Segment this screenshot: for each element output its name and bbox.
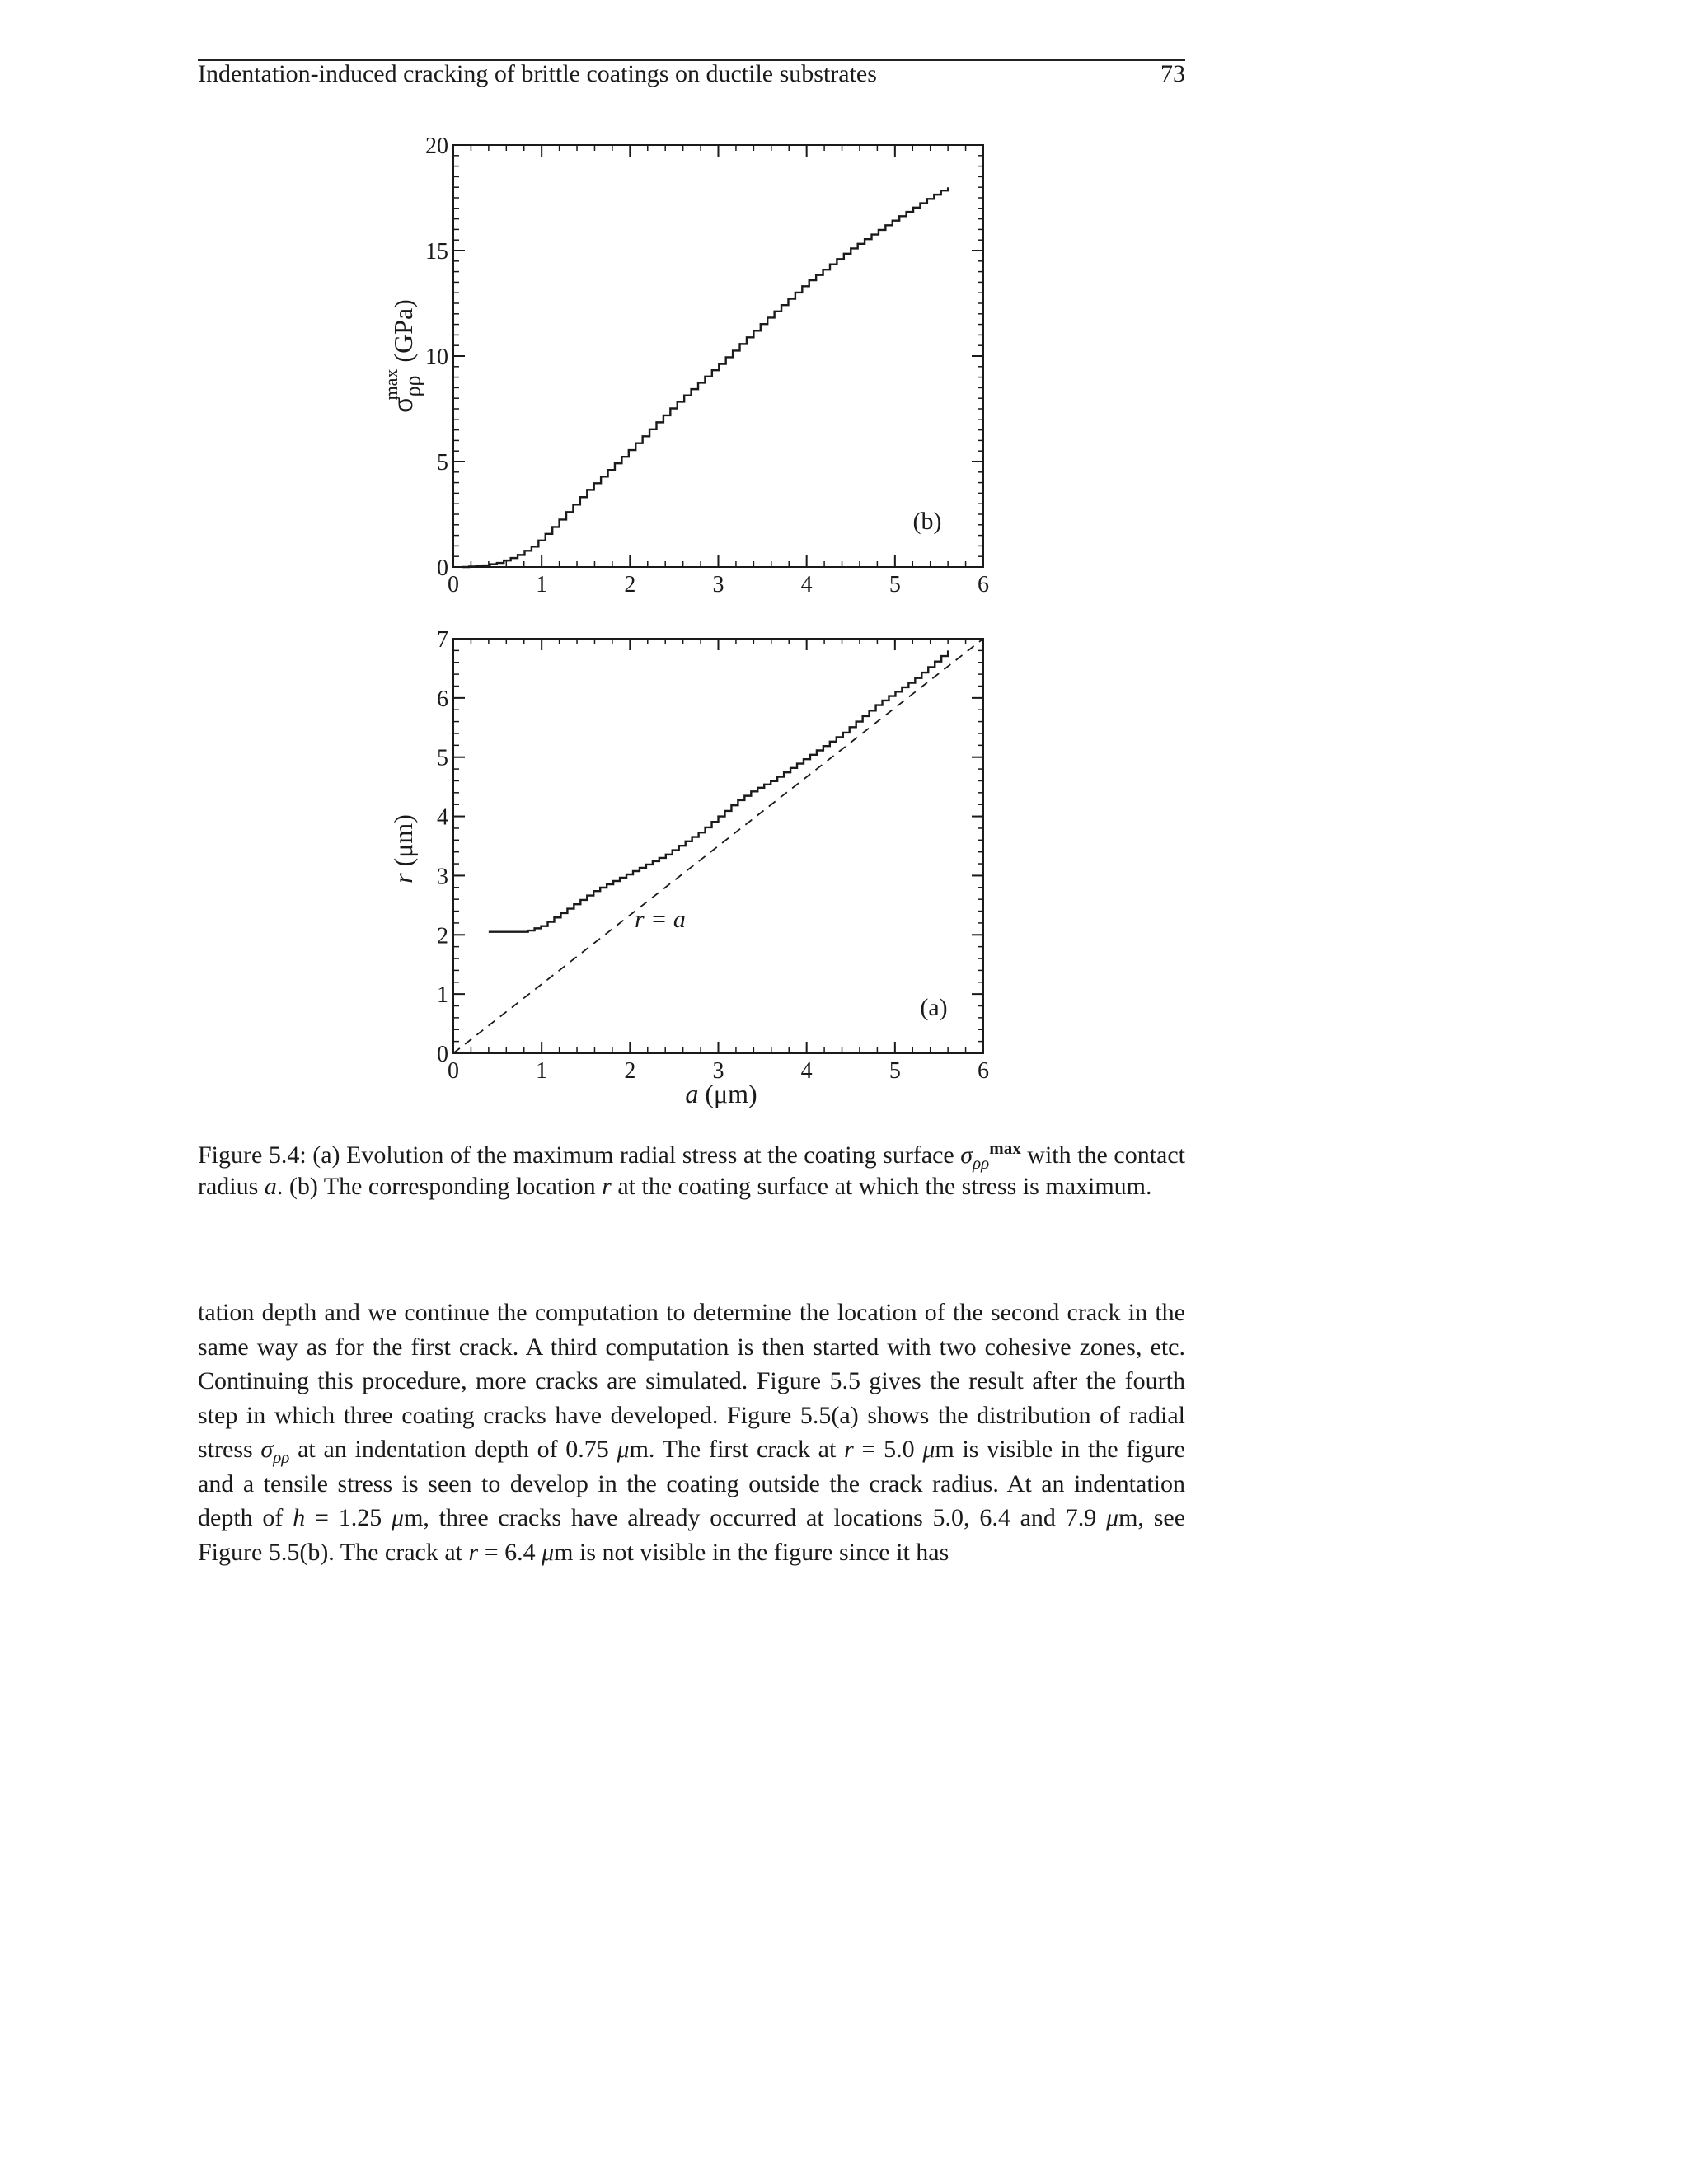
panel-label-a: (a) (920, 994, 948, 1021)
caption-text-2: with the contact radius (198, 1141, 1185, 1200)
caption-symbol-sup: max (989, 1138, 1021, 1158)
y-axis-label-b (381, 299, 424, 413)
body-text-8: m, see Figure 5.5(b). The crack at (198, 1504, 1186, 1566)
caption-var-r: r (602, 1173, 612, 1200)
x-tick-label: 4 (800, 572, 813, 598)
series-line-dashed (453, 639, 983, 1053)
y-tick-label: 6 (437, 686, 448, 712)
caption-text-4: at the coating surface at which the stress is maximum. (611, 1173, 1152, 1200)
panel-label-b: (b) (912, 508, 942, 535)
caption-var-a: a (264, 1173, 277, 1200)
y-label-a-var: r (388, 873, 418, 883)
x-tick-label: 5 (889, 572, 901, 598)
body-text-1: tation depth and we continue the computation to determine the location of the second crack in the same way as for the first crack. A third computation is then started with two cohesive zones, etc. Continuing this procedure, more cracks are simulated. Figure 5.5 gives the result after the fourth step in which three coating cracks have developed. Figure 5.5(a) shows the distribution of radial stress (198, 1299, 1185, 1463)
x-tick-label: 6 (978, 1058, 989, 1084)
body-mu-4: μ (1106, 1504, 1119, 1531)
y-label-b-symbol: σ (386, 396, 419, 413)
body-sigma: σ (260, 1436, 274, 1463)
body-text-2: at an indentation depth of 0.75 (289, 1436, 617, 1463)
y-tick-label: 3 (437, 864, 448, 890)
y-label-b-sup: max (381, 368, 401, 401)
body-mu-5: μ (542, 1538, 555, 1566)
caption-text-1: Figure 5.4: (a) Evolution of the maximum radial stress at the coating surface (198, 1141, 961, 1169)
y-tick-label: 10 (425, 344, 448, 370)
x-tick-label: 2 (624, 1058, 636, 1084)
plot-frame-b (453, 145, 983, 567)
series-b (462, 187, 948, 567)
body-text-5: m is visible in the figure and a tensile stress is seen to develop in the coating outside the crack radius. At an indentation depth of (198, 1436, 1185, 1531)
body-text-4: = 5.0 (853, 1436, 923, 1463)
y-tick-label: 0 (437, 1042, 448, 1067)
x-tick-label: 1 (536, 572, 548, 598)
ticks-b (453, 145, 983, 567)
running-title: Indentation-induced cracking of brittle coatings on ductile substrates (198, 60, 877, 87)
body-rhorho: ρρ (273, 1447, 290, 1467)
body-r-1: r (844, 1436, 854, 1463)
x-label-a-var: a (685, 1079, 699, 1108)
body-text-10: m is not visible in the figure since it has (554, 1538, 950, 1566)
y-tick-label: 20 (425, 134, 448, 159)
x-tick-label: 6 (978, 572, 989, 598)
body-mu-3: μ (392, 1504, 405, 1531)
x-tick-label: 2 (624, 572, 636, 598)
y-tick-label: 4 (437, 804, 448, 831)
y-axis-label-a (388, 814, 418, 883)
series-line-solid (462, 187, 948, 567)
body-text-6: = 1.25 (305, 1504, 392, 1531)
body-text-3: m. The first crack at (629, 1436, 845, 1463)
body-h: h (293, 1504, 306, 1531)
caption-symbol-sub: ρρ (973, 1153, 990, 1173)
x-tick-label: 0 (448, 1058, 459, 1084)
y-tick-label: 15 (425, 239, 448, 265)
x-tick-label: 0 (448, 572, 459, 598)
x-label-a-unit: (μm) (698, 1079, 757, 1108)
y-tick-label: 5 (437, 450, 448, 476)
body-mu-2: μ (922, 1436, 935, 1463)
x-tick-label: 1 (536, 1058, 548, 1084)
chart-panel-b (381, 134, 989, 598)
y-label-b-unit: (GPa) (388, 299, 418, 369)
page-number: 73 (1160, 60, 1185, 87)
figure-caption (198, 1140, 1185, 1202)
annotation-r-equals-a: r = a (635, 906, 686, 933)
tick-labels-a (437, 627, 989, 1084)
body-r-2: r (468, 1538, 479, 1566)
x-tick-label: 3 (712, 1058, 724, 1084)
series-line-solid (489, 650, 948, 931)
y-label-b-sub: ρρ (401, 375, 424, 397)
y-tick-label: 7 (437, 627, 448, 653)
y-tick-label: 1 (437, 982, 448, 1009)
body-paragraph (198, 1296, 1185, 1569)
tick-labels-b (425, 134, 989, 598)
y-label-a-unit: (μm) (388, 814, 418, 874)
paragraph (198, 1296, 1185, 1569)
series-a (453, 639, 983, 1053)
body-text-9: = 6.4 (478, 1538, 542, 1566)
caption-text-3: . (b) The corresponding location (276, 1173, 603, 1200)
x-tick-label: 4 (800, 1058, 813, 1084)
y-tick-label: 5 (437, 745, 448, 771)
caption-symbol-sigma: σ (960, 1141, 973, 1169)
x-tick-label: 5 (889, 1058, 901, 1084)
body-text-7: m, three cracks have already occurred at locations 5.0, 6.4 and 7.9 (404, 1504, 1107, 1531)
x-tick-label: 3 (712, 572, 724, 598)
y-tick-label: 0 (437, 555, 448, 581)
y-tick-label: 2 (437, 923, 448, 949)
body-mu-1: μ (617, 1436, 630, 1463)
x-axis-label-a (685, 1079, 757, 1108)
chart-panel-a (388, 627, 989, 1108)
